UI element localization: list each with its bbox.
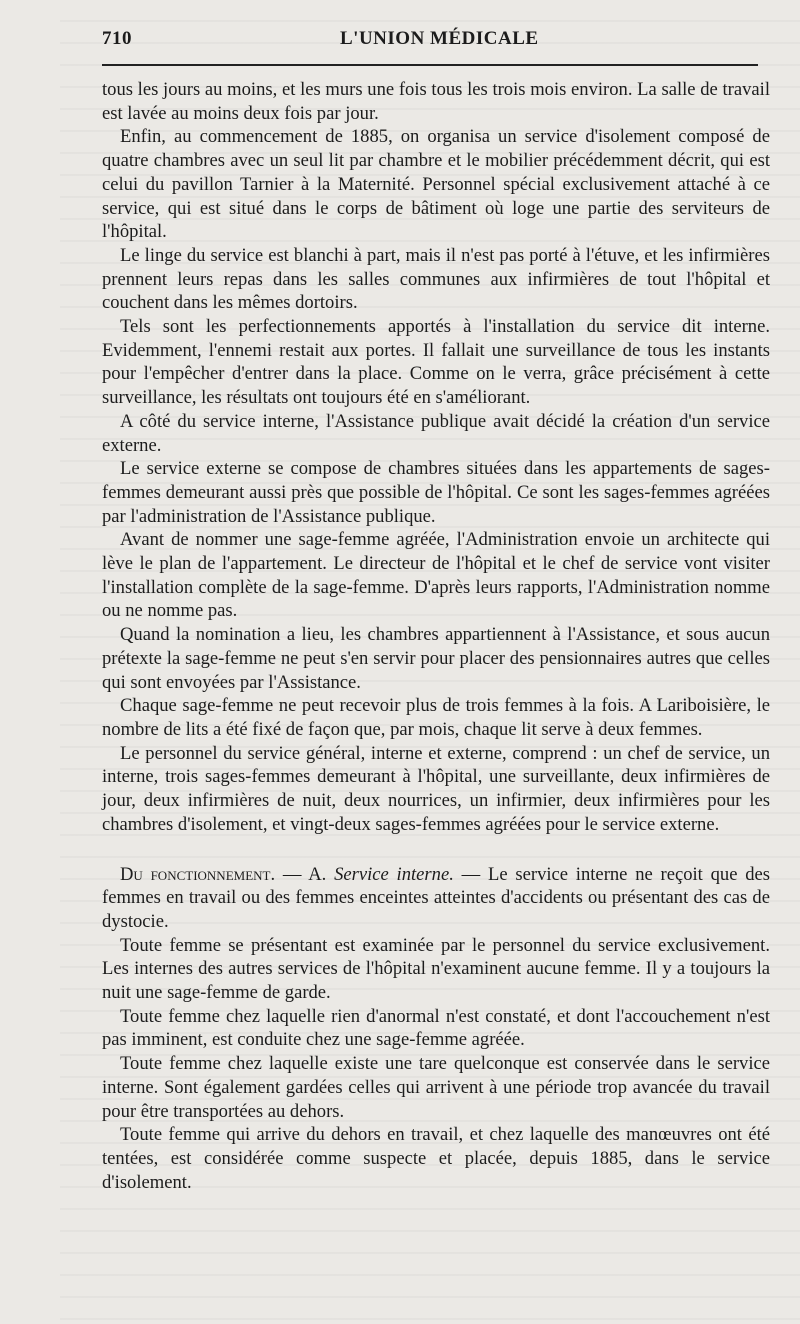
header-rule — [102, 64, 758, 66]
paragraph: Le service externe se compose de chambres situées dans les appartements de sages-femmes demeurant aussi près que possible de l'hôpital. Ce sont les sages-femmes agréées par l'administration de l'Assistance publique. — [102, 458, 770, 527]
article-body — [102, 78, 770, 1194]
running-title: L'UNION MÉDICALE — [340, 28, 539, 49]
paragraph: Toute femme chez laquelle existe une tare quelconque est conservée dans le service interne. Sont également gardées celles qui arrivent à une période trop avancée du travail pour être transportées au dehors. — [102, 1053, 770, 1122]
paragraph: A côté du service interne, l'Assistance publique avait décidé la création d'un service externe. — [102, 410, 770, 456]
page-header — [102, 28, 770, 62]
section-subheading: Service interne. — [334, 863, 454, 885]
section-heading: Du fonctionnement. — [120, 863, 276, 885]
paragraph: Toute femme chez laquelle rien d'anormal n'est constaté, et dont l'accouchement n'est pas imminent, est conduite chez une sage-femme agréée. — [102, 1005, 770, 1051]
paragraph: Quand la nomination a lieu, les chambres appartiennent à l'Assistance, et sous aucun prétexte la sage-femme ne peut s'en servir pour placer des pensionnaires autres que celles qui sont envoyées par l'Assistance. — [102, 624, 770, 693]
section-paragraph — [102, 863, 770, 934]
paragraph: Tels sont les perfectionnements apportés à l'installation du service dit interne. Evidemment, l'ennemi restait aux portes. Il fallait une surveillance de tous les instants pour l'empêcher d'entrer dans la place. Comme on le verra, grâce précisément à cette surveillance, les résultats ont toujours été en s'améliorant. — [102, 316, 770, 409]
paragraph: Toute femme se présentant est examinée par le personnel du service exclusivement. Les internes des autres services de l'hôpital n'examinent aucune femme. Il y a toujours la nuit une sage-femme de garde. — [102, 934, 770, 1004]
section-text: Le service interne ne reçoit que des femmes en travail ou des femmes enceintes atteintes d'accidents ou présentant des cas de dystocie. — [102, 863, 771, 932]
paragraph: Chaque sage-femme ne peut recevoir plus de trois femmes à la fois. A Lariboisière, le nombre de lits a été fixé de façon que, par mois, chaque lit serve à deux femmes. — [102, 695, 770, 740]
paragraph: tous les jours au moins, et les murs une fois tous les trois mois environ. La salle de travail est lavée au moins deux fois par jour. — [102, 79, 770, 124]
section-separator: — — [453, 863, 489, 885]
paragraph: Toute femme qui arrive du dehors en travail, et chez laquelle des manœuvres ont été tentées, est considérée comme suspecte et placée, depuis 1885, dans le service d'isolement. — [102, 1124, 770, 1193]
paragraph: Avant de nommer une sage-femme agréée, l'Administration envoie un architecte qui lève le plan de l'appartement. Le directeur de l'hôpital et le chef de service vont visiter l'installation complète de la sage-femme. D'après leurs rapports, l'Administration nomme ou ne nomme pas. — [102, 529, 770, 622]
section-separator: — A. — [275, 863, 335, 885]
paragraph: Le personnel du service général, interne et externe, comprend : un chef de service, un interne, trois sages-femmes demeurant à l'hôpital, une surveillante, deux infirmières de jour, deux infirmières de nuit, deux nourrices, un infirmier, deux infirmières pour les chambres d'isolement, et vingt-deux sages-femmes agréées pour le service externe. — [102, 742, 770, 835]
paragraph: Enfin, au commencement de 1885, on organisa un service d'isolement composé de quatre chambres avec un seul lit par chambre et le mobilier précédemment décrit, qui est celui du pavillon Tarnier à la Maternité. Personnel spécial exclusivement attaché à ce service, qui est situé dans le corps de bâtiment où loge une partie des serviteurs de l'hôpital. — [102, 126, 770, 243]
page-number: 710 — [102, 28, 132, 49]
paragraph: Le linge du service est blanchi à part, mais il n'est pas porté à l'étuve, et les infirmières prennent leurs repas dans les salles communes aux infirmières de tout l'hôpital et couchent dans les mêmes dortoirs. — [102, 244, 770, 314]
